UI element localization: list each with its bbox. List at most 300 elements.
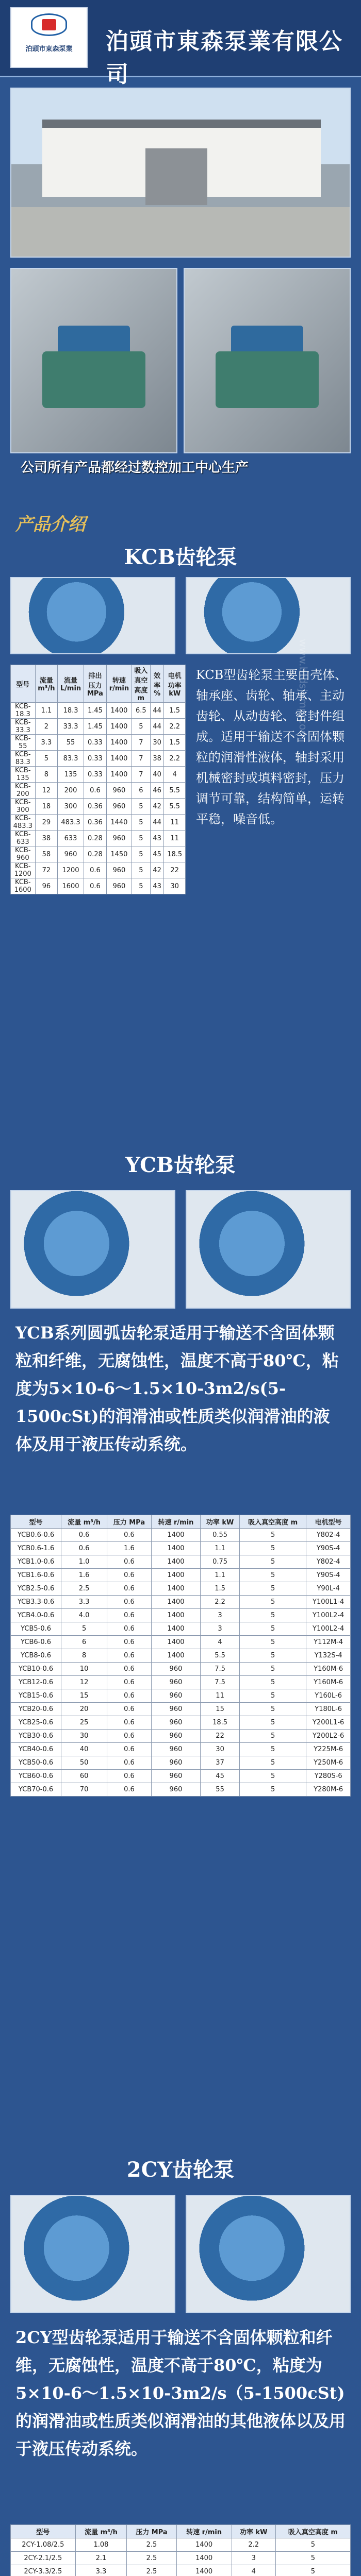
table-cell: 0.36 xyxy=(84,815,106,831)
table-cell: 29 xyxy=(35,815,58,831)
table-row xyxy=(11,831,186,846)
table-cell: 42 xyxy=(150,799,164,815)
table-cell: YCB40-0.6 xyxy=(11,1743,61,1756)
table-cell: 2CY-1.08/2.5 xyxy=(11,2538,76,2552)
ycb-spec-table xyxy=(10,1515,351,1797)
table-cell: 1600 xyxy=(58,878,84,894)
table-cell: 5 xyxy=(240,1596,306,1609)
ycb-pump-image-2 xyxy=(186,1190,351,1309)
table-cell: 3.3 xyxy=(75,2565,127,2576)
column-header: 吸入真空高度 m xyxy=(240,1515,306,1529)
table-row xyxy=(11,1596,351,1609)
table-cell: 4.0 xyxy=(61,1609,107,1622)
table-row xyxy=(11,1743,351,1756)
table-cell: 1.45 xyxy=(84,703,106,719)
table-row xyxy=(11,799,186,815)
table-cell: Y100L2-4 xyxy=(306,1622,351,1636)
table-cell: 0.6 xyxy=(107,1569,151,1582)
table-cell: YCB4.0-0.6 xyxy=(11,1609,61,1622)
table-cell: 5 xyxy=(132,862,150,878)
table-cell: 5 xyxy=(132,815,150,831)
table-cell: 5 xyxy=(240,1529,306,1542)
table-cell: 5 xyxy=(275,2565,350,2576)
table-cell: Y802-4 xyxy=(306,1529,351,1542)
header xyxy=(0,0,361,88)
table-cell: 11 xyxy=(164,831,186,846)
table-cell: 2.1 xyxy=(75,2552,127,2565)
table-cell: 960 xyxy=(107,799,132,815)
table-cell: 33.3 xyxy=(58,719,84,735)
table-cell: 1400 xyxy=(107,735,132,751)
table-cell: 6.5 xyxy=(132,703,150,719)
table-row xyxy=(11,783,186,799)
photo-caption: 公司所有产品都经过数控加工中心生产 xyxy=(21,460,249,476)
column-header: 转速 r/min xyxy=(176,2525,232,2538)
table-cell: 5.5 xyxy=(201,1649,240,1663)
column-header: 效率 % xyxy=(150,665,164,703)
column-header: 排出压力 MPa xyxy=(84,665,106,703)
table-cell: 1200 xyxy=(58,862,84,878)
table-cell: 960 xyxy=(151,1689,200,1703)
table-cell: 12 xyxy=(61,1676,107,1689)
table-cell: 5 xyxy=(240,1582,306,1596)
table-cell: 18.3 xyxy=(58,703,84,719)
table-cell: Y100L1-4 xyxy=(306,1596,351,1609)
table-cell: 1450 xyxy=(107,846,132,862)
table-cell: Y200L1-6 xyxy=(306,1716,351,1730)
table-cell: 5 xyxy=(61,1622,107,1636)
table-cell: 5 xyxy=(240,1569,306,1582)
table-cell: 1400 xyxy=(151,1582,200,1596)
table-cell: 200 xyxy=(58,783,84,799)
column-header: 功率 kW xyxy=(232,2525,275,2538)
table-row xyxy=(11,1542,351,1555)
table-cell: 0.6 xyxy=(107,1703,151,1716)
table-cell: 0.6 xyxy=(107,1596,151,1609)
table-cell: 960 xyxy=(151,1756,200,1770)
column-header: 型号 xyxy=(11,2525,76,2538)
table-cell: 22 xyxy=(164,862,186,878)
table-row xyxy=(11,1770,351,1783)
table-cell: YCB2.5-0.6 xyxy=(11,1582,61,1596)
table-cell: 6 xyxy=(61,1636,107,1649)
column-header: 功率 kW xyxy=(201,1515,240,1529)
table-cell: 5 xyxy=(240,1649,306,1663)
kcb-description: KCB型齿轮泵主要由壳体、轴承座、齿轮、轴承、主动齿轮、从动齿轮、密封件组成。适用于输送不含固体颗粒的润滑性液体，轴封采用机械密封或填料密封，压力调节可靠，结构简单，运转平稳，噪音低。 xyxy=(196,668,348,826)
table-cell: 1.1 xyxy=(35,703,58,719)
table-cell: 960 xyxy=(107,862,132,878)
table-cell: 3 xyxy=(232,2552,275,2565)
table-cell: 45 xyxy=(150,846,164,862)
table-cell: YCB12-0.6 xyxy=(11,1676,61,1689)
table-cell: 44 xyxy=(150,719,164,735)
table-cell: YCB15-0.6 xyxy=(11,1689,61,1703)
table-cell: 12 xyxy=(35,783,58,799)
table-row xyxy=(11,2552,351,2565)
table-row xyxy=(11,1663,351,1676)
factory-building xyxy=(42,120,321,197)
table-row xyxy=(11,1649,351,1663)
table-cell: 1.1 xyxy=(201,1569,240,1582)
table-cell: 2 xyxy=(35,719,58,735)
column-header: 电机型号 xyxy=(306,1515,351,1529)
table-cell: 1400 xyxy=(107,703,132,719)
table-cell: 18.5 xyxy=(164,846,186,862)
table-cell: 46 xyxy=(150,783,164,799)
table-cell: 0.6 xyxy=(107,1756,151,1770)
table-cell: 1400 xyxy=(151,1596,200,1609)
column-header: 吸入真空高度 m xyxy=(275,2525,350,2538)
table-cell: 960 xyxy=(107,783,132,799)
table-cell: 2.2 xyxy=(201,1596,240,1609)
table-cell: 1400 xyxy=(151,1649,200,1663)
table-cell: 5 xyxy=(240,1622,306,1636)
table-cell: 0.6 xyxy=(107,1636,151,1649)
table-cell: 22 xyxy=(201,1730,240,1743)
table-cell: 4 xyxy=(201,1636,240,1649)
table-cell: 960 xyxy=(151,1783,200,1797)
table-cell: Y802-4 xyxy=(306,1555,351,1569)
table-cell: 960 xyxy=(107,831,132,846)
kcb-title: KCB齿轮泵 xyxy=(124,545,237,569)
table-cell: 1400 xyxy=(151,1636,200,1649)
table-cell: 300 xyxy=(58,799,84,815)
table-cell: 1.08 xyxy=(75,2538,127,2552)
table-row xyxy=(11,862,186,878)
table-cell: 960 xyxy=(151,1743,200,1756)
logo-text: 泊頭市東森泵業 xyxy=(25,45,73,53)
table-row xyxy=(11,1582,351,1596)
table-cell: 96 xyxy=(35,878,58,894)
column-header: 吸入真空高度 m xyxy=(132,665,150,703)
table-cell: 5 xyxy=(240,1756,306,1770)
table-cell: KCB-18.3 xyxy=(11,703,36,719)
table-row xyxy=(11,1555,351,1569)
column-header: 压力 MPa xyxy=(107,1515,151,1529)
table-cell: Y280M-6 xyxy=(306,1783,351,1797)
table-cell: 5 xyxy=(275,2538,350,2552)
table-cell: 4 xyxy=(232,2565,275,2576)
table-cell: 25 xyxy=(61,1716,107,1730)
table-cell: 1.1 xyxy=(201,1542,240,1555)
machine-base xyxy=(42,351,145,408)
table-cell: 135 xyxy=(58,767,84,783)
table-cell: YCB1.0-0.6 xyxy=(11,1555,61,1569)
table-cell: 0.6 xyxy=(107,1555,151,1569)
table-cell: YCB25-0.6 xyxy=(11,1716,61,1730)
table-cell: 2CY-3.3/2.5 xyxy=(11,2565,76,2576)
cy-pump-image-2 xyxy=(186,2195,351,2313)
table-cell: 5 xyxy=(240,1609,306,1622)
ycb-description: YCB系列圆弧齿轮泵适用于输送不含固体颗粒和纤维，无腐蚀性，温度不高于80℃，粘度为5×10-6～1.5×10-3m2/s(5-1500cSt)的润滑油或性质类似润滑油的液体及用于液压传动系统。 xyxy=(15,1323,339,1454)
table-cell: YCB30-0.6 xyxy=(11,1730,61,1743)
table-cell: 40 xyxy=(61,1743,107,1756)
column-header: 流量 m³/h xyxy=(75,2525,127,2538)
table-cell: 1.0 xyxy=(61,1555,107,1569)
table-cell: 1400 xyxy=(151,1569,200,1582)
table-cell: KCB-200 xyxy=(11,783,36,799)
cy-description: 2CY型齿轮泵适用于输送不含固体颗粒和纤维，无腐蚀性，温度不高于80℃，粘度为5×10-6～1.5×10-3m2/s（5-1500cSt)的润滑油或性质类似润滑油的其他液体以及用于液压传动系统。 xyxy=(15,2328,346,2459)
table-cell: KCB-33.3 xyxy=(11,719,36,735)
table-cell: 30 xyxy=(164,878,186,894)
factory-yard xyxy=(11,207,351,258)
table-cell: 55 xyxy=(201,1783,240,1797)
company-name: 泊頭市東森泵業有限公司 xyxy=(106,28,343,88)
table-cell: 58 xyxy=(35,846,58,862)
table-row xyxy=(11,1529,351,1542)
kcb-pump-image-1 xyxy=(10,577,175,654)
table-cell: 2.5 xyxy=(127,2538,176,2552)
table-cell: 55 xyxy=(58,735,84,751)
table-row xyxy=(11,1783,351,1797)
table-cell: 5.5 xyxy=(164,783,186,799)
table-cell: 15 xyxy=(61,1689,107,1703)
table-row xyxy=(11,1609,351,1622)
logo-icon xyxy=(31,13,67,36)
table-cell: 0.6 xyxy=(107,1743,151,1756)
table-cell: 20 xyxy=(61,1703,107,1716)
table-cell: YCB0.6-1.6 xyxy=(11,1542,61,1555)
table-cell: Y200L2-6 xyxy=(306,1730,351,1743)
table-cell: 960 xyxy=(107,878,132,894)
table-cell: 0.6 xyxy=(107,1689,151,1703)
table-cell: 5 xyxy=(240,1676,306,1689)
table-cell: 11 xyxy=(201,1689,240,1703)
company-logo xyxy=(10,7,88,68)
table-cell: Y132S-4 xyxy=(306,1649,351,1663)
table-cell: Y280S-6 xyxy=(306,1770,351,1783)
table-row xyxy=(11,846,186,862)
table-cell: 43 xyxy=(150,831,164,846)
table-cell: KCB-483.3 xyxy=(11,815,36,831)
table-cell: 5 xyxy=(132,831,150,846)
table-cell: KCB-135 xyxy=(11,767,36,783)
table-cell: 0.6 xyxy=(107,1622,151,1636)
table-cell: 0.6 xyxy=(107,1529,151,1542)
table-cell: 2.2 xyxy=(164,719,186,735)
table-row xyxy=(11,2565,351,2576)
table-row xyxy=(11,1716,351,1730)
table-cell: YCB1.6-0.6 xyxy=(11,1569,61,1582)
table-cell: 5 xyxy=(240,1743,306,1756)
table-cell: 3 xyxy=(201,1609,240,1622)
table-cell: 6 xyxy=(132,783,150,799)
cy-pump-image-1 xyxy=(10,2195,175,2313)
table-cell: 5 xyxy=(240,1663,306,1676)
table-cell: 7 xyxy=(132,767,150,783)
ycb-title: YCB齿轮泵 xyxy=(125,1153,236,1177)
table-cell: 1440 xyxy=(107,815,132,831)
table-cell: 40 xyxy=(150,767,164,783)
table-cell: 60 xyxy=(61,1770,107,1783)
table-cell: KCB-633 xyxy=(11,831,36,846)
table-cell: 42 xyxy=(150,862,164,878)
table-cell: 7 xyxy=(132,735,150,751)
table-row xyxy=(11,1676,351,1689)
table-cell: 0.6 xyxy=(107,1716,151,1730)
table-cell: 30 xyxy=(201,1743,240,1756)
table-cell: 38 xyxy=(35,831,58,846)
table-cell: Y180L-6 xyxy=(306,1703,351,1716)
table-cell: 30 xyxy=(61,1730,107,1743)
column-header: 转速 r/min xyxy=(107,665,132,703)
table-cell: 2.5 xyxy=(127,2552,176,2565)
table-cell: YCB60-0.6 xyxy=(11,1770,61,1783)
table-cell: 1400 xyxy=(107,751,132,767)
table-cell: 0.36 xyxy=(84,799,106,815)
column-header: 流量 L/min xyxy=(58,665,84,703)
table-cell: 1400 xyxy=(151,1542,200,1555)
table-cell: 5 xyxy=(240,1703,306,1716)
cy-spec-table xyxy=(10,2524,351,2576)
table-row xyxy=(11,815,186,831)
table-cell: 1.6 xyxy=(107,1542,151,1555)
table-cell: 960 xyxy=(151,1730,200,1743)
table-cell: 70 xyxy=(61,1783,107,1797)
workshop-photo-2 xyxy=(184,268,351,453)
table-cell: 960 xyxy=(58,846,84,862)
table-cell: 0.6 xyxy=(84,878,106,894)
table-cell: 0.6 xyxy=(107,1783,151,1797)
table-cell: KCB-1600 xyxy=(11,878,36,894)
kcb-pump-image-2 xyxy=(186,577,351,654)
column-header: 流量 m³/h xyxy=(35,665,58,703)
table-cell: 43 xyxy=(150,878,164,894)
table-cell: 5 xyxy=(240,1770,306,1783)
table-cell: 4 xyxy=(164,767,186,783)
table-cell: 37 xyxy=(201,1756,240,1770)
table-cell: 8 xyxy=(35,767,58,783)
kcb-spec-table xyxy=(10,665,186,894)
table-cell: 5 xyxy=(275,2552,350,2565)
table-cell: 38 xyxy=(150,751,164,767)
table-cell: 0.33 xyxy=(84,767,106,783)
cy-title: 2CY齿轮泵 xyxy=(126,2158,235,2182)
table-cell: 1400 xyxy=(151,1529,200,1542)
table-cell: 18.5 xyxy=(201,1716,240,1730)
table-cell: 5 xyxy=(240,1636,306,1649)
table-cell: 3.3 xyxy=(35,735,58,751)
table-cell: 1.6 xyxy=(61,1569,107,1582)
table-cell: 5 xyxy=(132,846,150,862)
table-cell: YCB20-0.6 xyxy=(11,1703,61,1716)
table-cell: 0.6 xyxy=(107,1609,151,1622)
table-cell: 3 xyxy=(201,1622,240,1636)
table-cell: 83.3 xyxy=(58,751,84,767)
table-cell: 483.3 xyxy=(58,815,84,831)
table-cell: 0.28 xyxy=(84,846,106,862)
ycb-pump-image-1 xyxy=(10,1190,175,1309)
table-cell: Y90S-4 xyxy=(306,1569,351,1582)
table-cell: 2.5 xyxy=(127,2565,176,2576)
table-cell: 15 xyxy=(201,1703,240,1716)
table-cell: 5 xyxy=(240,1689,306,1703)
watermark: www.btdsjump.com xyxy=(297,639,309,740)
table-cell: 960 xyxy=(151,1703,200,1716)
table-cell: 0.6 xyxy=(107,1582,151,1596)
table-cell: 1.5 xyxy=(164,703,186,719)
table-cell: 0.6 xyxy=(107,1663,151,1676)
table-cell: 0.33 xyxy=(84,751,106,767)
table-cell: 0.55 xyxy=(201,1529,240,1542)
table-cell: 1.5 xyxy=(164,735,186,751)
table-cell: 5 xyxy=(240,1542,306,1555)
table-cell: 960 xyxy=(151,1663,200,1676)
table-cell: Y90S-4 xyxy=(306,1542,351,1555)
column-header: 转速 r/min xyxy=(151,1515,200,1529)
table-cell: Y225M-6 xyxy=(306,1743,351,1756)
table-cell: Y112M-4 xyxy=(306,1636,351,1649)
table-row xyxy=(11,767,186,783)
factory-photo xyxy=(10,88,351,258)
table-cell: 1400 xyxy=(176,2565,232,2576)
table-cell: 633 xyxy=(58,831,84,846)
table-cell: Y160L-6 xyxy=(306,1689,351,1703)
table-row xyxy=(11,1569,351,1582)
table-cell: 45 xyxy=(201,1770,240,1783)
table-cell: 0.6 xyxy=(107,1676,151,1689)
table-cell: 5 xyxy=(35,751,58,767)
table-cell: KCB-1200 xyxy=(11,862,36,878)
table-cell: YCB6-0.6 xyxy=(11,1636,61,1649)
table-row xyxy=(11,735,186,751)
table-cell: 1400 xyxy=(107,719,132,735)
table-cell: 7.5 xyxy=(201,1676,240,1689)
table-cell: YCB5-0.6 xyxy=(11,1622,61,1636)
table-cell: Y100L2-4 xyxy=(306,1609,351,1622)
table-cell: 1400 xyxy=(107,767,132,783)
table-cell: 72 xyxy=(35,862,58,878)
table-cell: 5 xyxy=(240,1555,306,1569)
table-row xyxy=(11,1703,351,1716)
table-cell: YCB8-0.6 xyxy=(11,1649,61,1663)
table-cell: 1400 xyxy=(151,1622,200,1636)
table-cell: YCB0.6-0.6 xyxy=(11,1529,61,1542)
table-cell: 11 xyxy=(164,815,186,831)
table-cell: KCB-960 xyxy=(11,846,36,862)
table-cell: 0.6 xyxy=(107,1770,151,1783)
section-title: 产品介绍 xyxy=(15,514,86,535)
workshop-photo-1 xyxy=(10,268,177,453)
table-header-row xyxy=(11,2525,351,2538)
table-cell: 5 xyxy=(132,719,150,735)
table-cell: 18 xyxy=(35,799,58,815)
table-cell: Y160M-6 xyxy=(306,1676,351,1689)
table-cell: YCB50-0.6 xyxy=(11,1756,61,1770)
column-header: 压力 MPa xyxy=(127,2525,176,2538)
table-cell: KCB-55 xyxy=(11,735,36,751)
table-cell: 0.6 xyxy=(61,1542,107,1555)
table-cell: 10 xyxy=(61,1663,107,1676)
table-cell: 1400 xyxy=(151,1609,200,1622)
table-cell: KCB-300 xyxy=(11,799,36,815)
table-row xyxy=(11,1636,351,1649)
table-row xyxy=(11,1730,351,1743)
table-cell: 5.5 xyxy=(164,799,186,815)
table-row xyxy=(11,1756,351,1770)
table-cell: 5 xyxy=(132,878,150,894)
table-cell: 30 xyxy=(150,735,164,751)
table-cell: Y160M-6 xyxy=(306,1663,351,1676)
column-header: 型号 xyxy=(11,665,36,703)
table-cell: 0.28 xyxy=(84,831,106,846)
table-cell: YCB70-0.6 xyxy=(11,1783,61,1797)
table-row xyxy=(11,1622,351,1636)
table-cell: 44 xyxy=(150,703,164,719)
table-cell: 0.33 xyxy=(84,735,106,751)
column-header: 电机功率 kW xyxy=(164,665,186,703)
table-cell: 3.3 xyxy=(61,1596,107,1609)
